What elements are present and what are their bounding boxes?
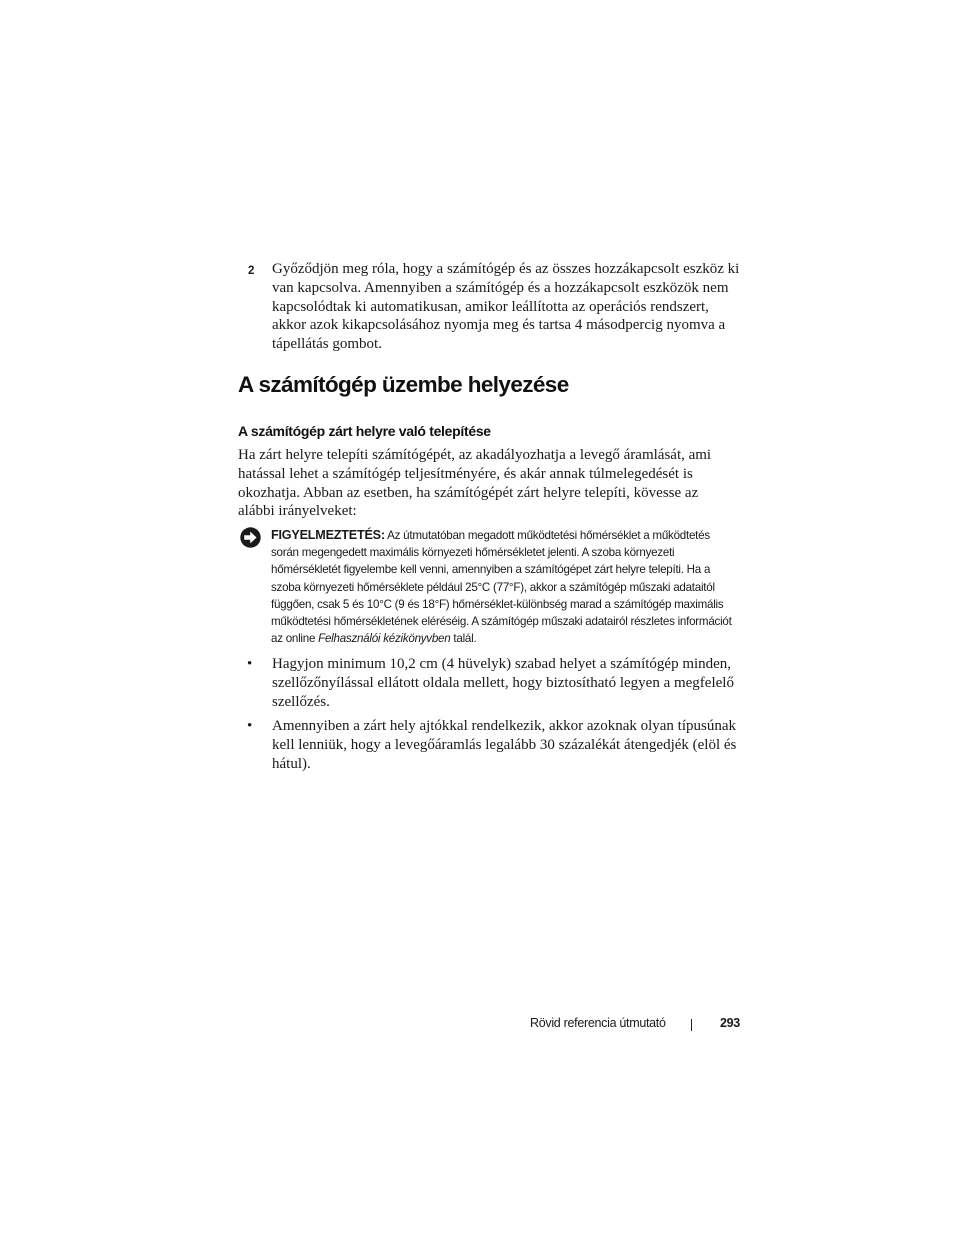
warning-body: Az útmutatóban megadott működtetési hőmérséklet a működtetés során megengedett maximális környezeti hőmérsékletet jelenti. A szoba környezeti hőmérsékletét figyelembe kell venni, amennyiben a számítógépet zárt helyre telepíti. Ha a szoba környezeti hőmérséklete például 25°C (77°F), akkor a számítógép műszaki adataitól függően, csak 5 és 10°C (9 és 18°F) hőmérséklet-különbség marad a számítógép maximális működtetési hőmérsékletének eléréséig. A számítógép műszaki adatairól részletes információt az online xyxy=(271,529,732,646)
page-number: 293 xyxy=(720,1016,740,1030)
bullet-marker: • xyxy=(247,718,253,735)
guideline-list xyxy=(240,655,740,780)
warning-label: FIGYELMEZTETÉS: xyxy=(271,528,385,542)
section-subtitle: A számítógép zárt helyre való telepítése xyxy=(238,423,491,439)
step-number: 2 xyxy=(248,265,255,277)
step-2 xyxy=(248,260,748,354)
list-item-text: Amennyiben a zárt hely ajtókkal rendelkezik, akkor azoknak olyan típusúnak kell lenniük, hogy a levegőáramlás legalább 30 százalékát átengedjék (elöl és hátul). xyxy=(272,718,737,772)
list-item-text: Hagyjon minimum 10,2 cm (4 hüvelyk) szabad helyet a számítógép minden, szellőzőnyílással ellátott oldala mellett, hogy biztosítható legyen a megfelelő szellőzés. xyxy=(272,656,734,710)
warning-manual-title: Felhasználói kézikönyvben xyxy=(318,632,451,646)
intro-paragraph: Ha zárt helyre telepíti számítógépét, az akadályozhatja a levegő áramlását, ami hatással lehet a számítógép teljesítményére, és akár annak túlmelegedését is okozhatja. Abban az esetben, ha számítógépét zárt helyre telepíti, kövesse az alábbi irányelveket: xyxy=(238,447,712,520)
page-footer xyxy=(530,1016,742,1036)
warning-suffix: talál. xyxy=(450,632,477,646)
section-title: A számítógép üzembe helyezése xyxy=(238,372,569,397)
warning-text xyxy=(271,527,736,647)
bullet-marker: • xyxy=(247,656,253,672)
list-item xyxy=(240,717,738,773)
warning-note xyxy=(240,527,740,647)
footer-divider xyxy=(691,1019,692,1031)
warning-arrow-icon xyxy=(240,527,261,548)
step-text: Győződjön meg róla, hogy a számítógép és az összes hozzákapcsolt eszköz ki van kapcsolva. Amennyiben a számítógép és a hozzákapcsolt eszközök nem kapcsolódtak ki automatikusan, amikor leállította az operációs rendszert, akkor azok kikapcsolásához nyomja meg és tartsa 4 másodpercig nyomva a tápellátás gombot. xyxy=(272,261,740,353)
footer-title: Rövid referencia útmutató xyxy=(530,1016,666,1030)
list-item xyxy=(240,655,738,711)
